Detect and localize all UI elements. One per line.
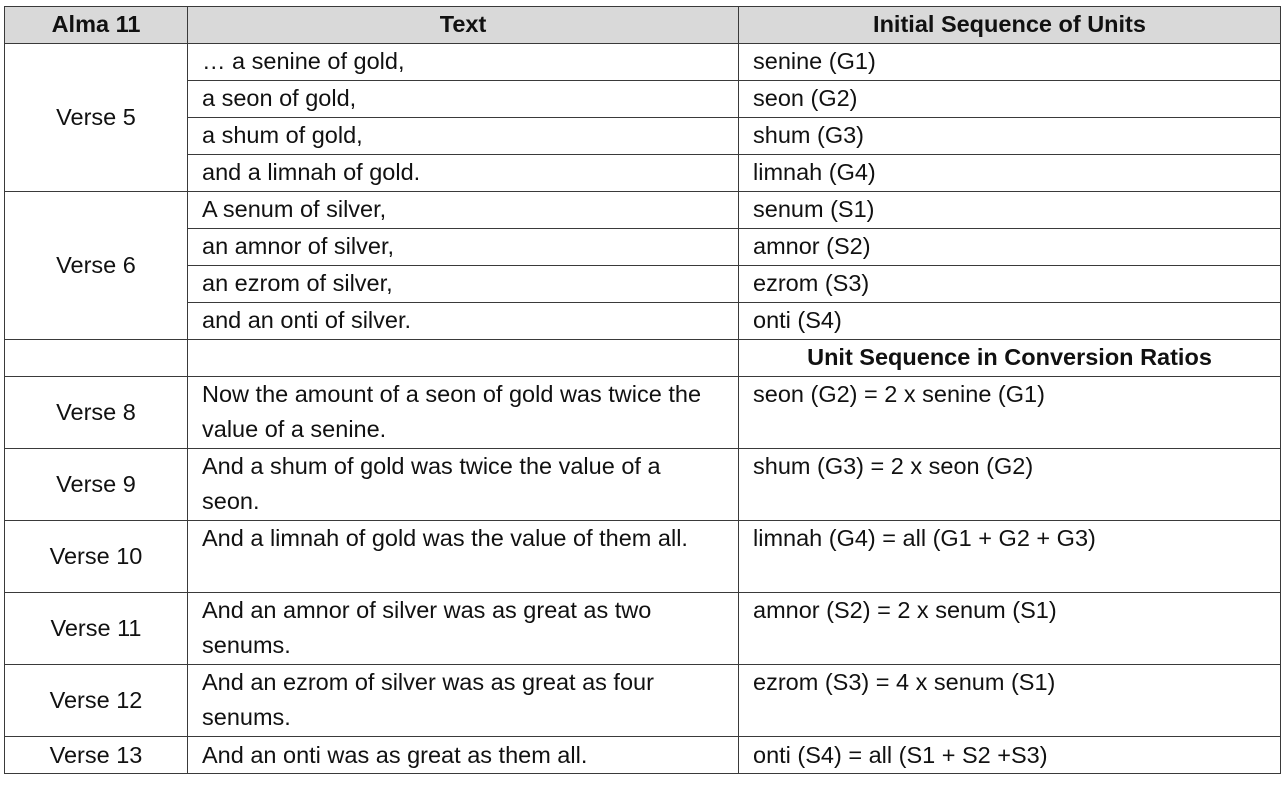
header-text: Text xyxy=(188,7,739,44)
table-row xyxy=(5,449,1281,521)
table-row xyxy=(5,155,1281,192)
verse-label: Verse 10 xyxy=(5,521,188,593)
table-row xyxy=(5,118,1281,155)
ratio-cell: shum (G3) = 2 x seon (G2) xyxy=(739,449,1281,521)
table-row xyxy=(5,81,1281,118)
table-row xyxy=(5,665,1281,737)
table-row xyxy=(5,229,1281,266)
ratio-cell: limnah (G4) = all (G1 + G2 + G3) xyxy=(739,521,1281,593)
alma-11-table-container xyxy=(4,6,1280,774)
header-initial-sequence: Initial Sequence of Units xyxy=(739,7,1281,44)
verse-text: an amnor of silver, xyxy=(188,229,739,266)
subheader-empty-2 xyxy=(188,340,739,377)
verse-text: … a senine of gold, xyxy=(188,44,739,81)
unit-cell: seon (G2) xyxy=(739,81,1281,118)
table-row xyxy=(5,266,1281,303)
verse-label: Verse 13 xyxy=(5,737,188,774)
verse-text: an ezrom of silver, xyxy=(188,266,739,303)
verse-label: Verse 5 xyxy=(5,44,188,192)
verse-text: and a limnah of gold. xyxy=(188,155,739,192)
table-row xyxy=(5,521,1281,593)
unit-cell: senum (S1) xyxy=(739,192,1281,229)
unit-cell: ezrom (S3) xyxy=(739,266,1281,303)
unit-cell: onti (S4) xyxy=(739,303,1281,340)
verse-text: And an onti was as great as them all. xyxy=(188,737,739,774)
verse-label: Verse 8 xyxy=(5,377,188,449)
table-row xyxy=(5,737,1281,774)
table-row xyxy=(5,303,1281,340)
ratio-cell: onti (S4) = all (S1 + S2 +S3) xyxy=(739,737,1281,774)
verse-text: Now the amount of a seon of gold was twice the value of a senine. xyxy=(188,377,739,449)
ratio-cell: ezrom (S3) = 4 x senum (S1) xyxy=(739,665,1281,737)
table-row xyxy=(5,192,1281,229)
verse-label: Verse 12 xyxy=(5,665,188,737)
unit-cell: senine (G1) xyxy=(739,44,1281,81)
verse-text: And a limnah of gold was the value of them all. xyxy=(188,521,739,593)
verse-text: A senum of silver, xyxy=(188,192,739,229)
subheader-row xyxy=(5,340,1281,377)
table-row xyxy=(5,377,1281,449)
verse-label: Verse 9 xyxy=(5,449,188,521)
subheader-conversion-ratios: Unit Sequence in Conversion Ratios xyxy=(739,340,1281,377)
verse-text: And an ezrom of silver was as great as four senums. xyxy=(188,665,739,737)
unit-cell: limnah (G4) xyxy=(739,155,1281,192)
table-row xyxy=(5,593,1281,665)
unit-cell: shum (G3) xyxy=(739,118,1281,155)
verse-text: And an amnor of silver was as great as two senums. xyxy=(188,593,739,665)
verse-label: Verse 6 xyxy=(5,192,188,340)
ratio-cell: seon (G2) = 2 x senine (G1) xyxy=(739,377,1281,449)
unit-cell: amnor (S2) xyxy=(739,229,1281,266)
alma-11-units-table xyxy=(4,6,1281,774)
header-row xyxy=(5,7,1281,44)
verse-text: And a shum of gold was twice the value of a seon. xyxy=(188,449,739,521)
verse-label: Verse 11 xyxy=(5,593,188,665)
header-alma-11: Alma 11 xyxy=(5,7,188,44)
verse-text: and an onti of silver. xyxy=(188,303,739,340)
verse-text: a seon of gold, xyxy=(188,81,739,118)
ratio-cell: amnor (S2) = 2 x senum (S1) xyxy=(739,593,1281,665)
verse-text: a shum of gold, xyxy=(188,118,739,155)
subheader-empty-1 xyxy=(5,340,188,377)
table-row xyxy=(5,44,1281,81)
